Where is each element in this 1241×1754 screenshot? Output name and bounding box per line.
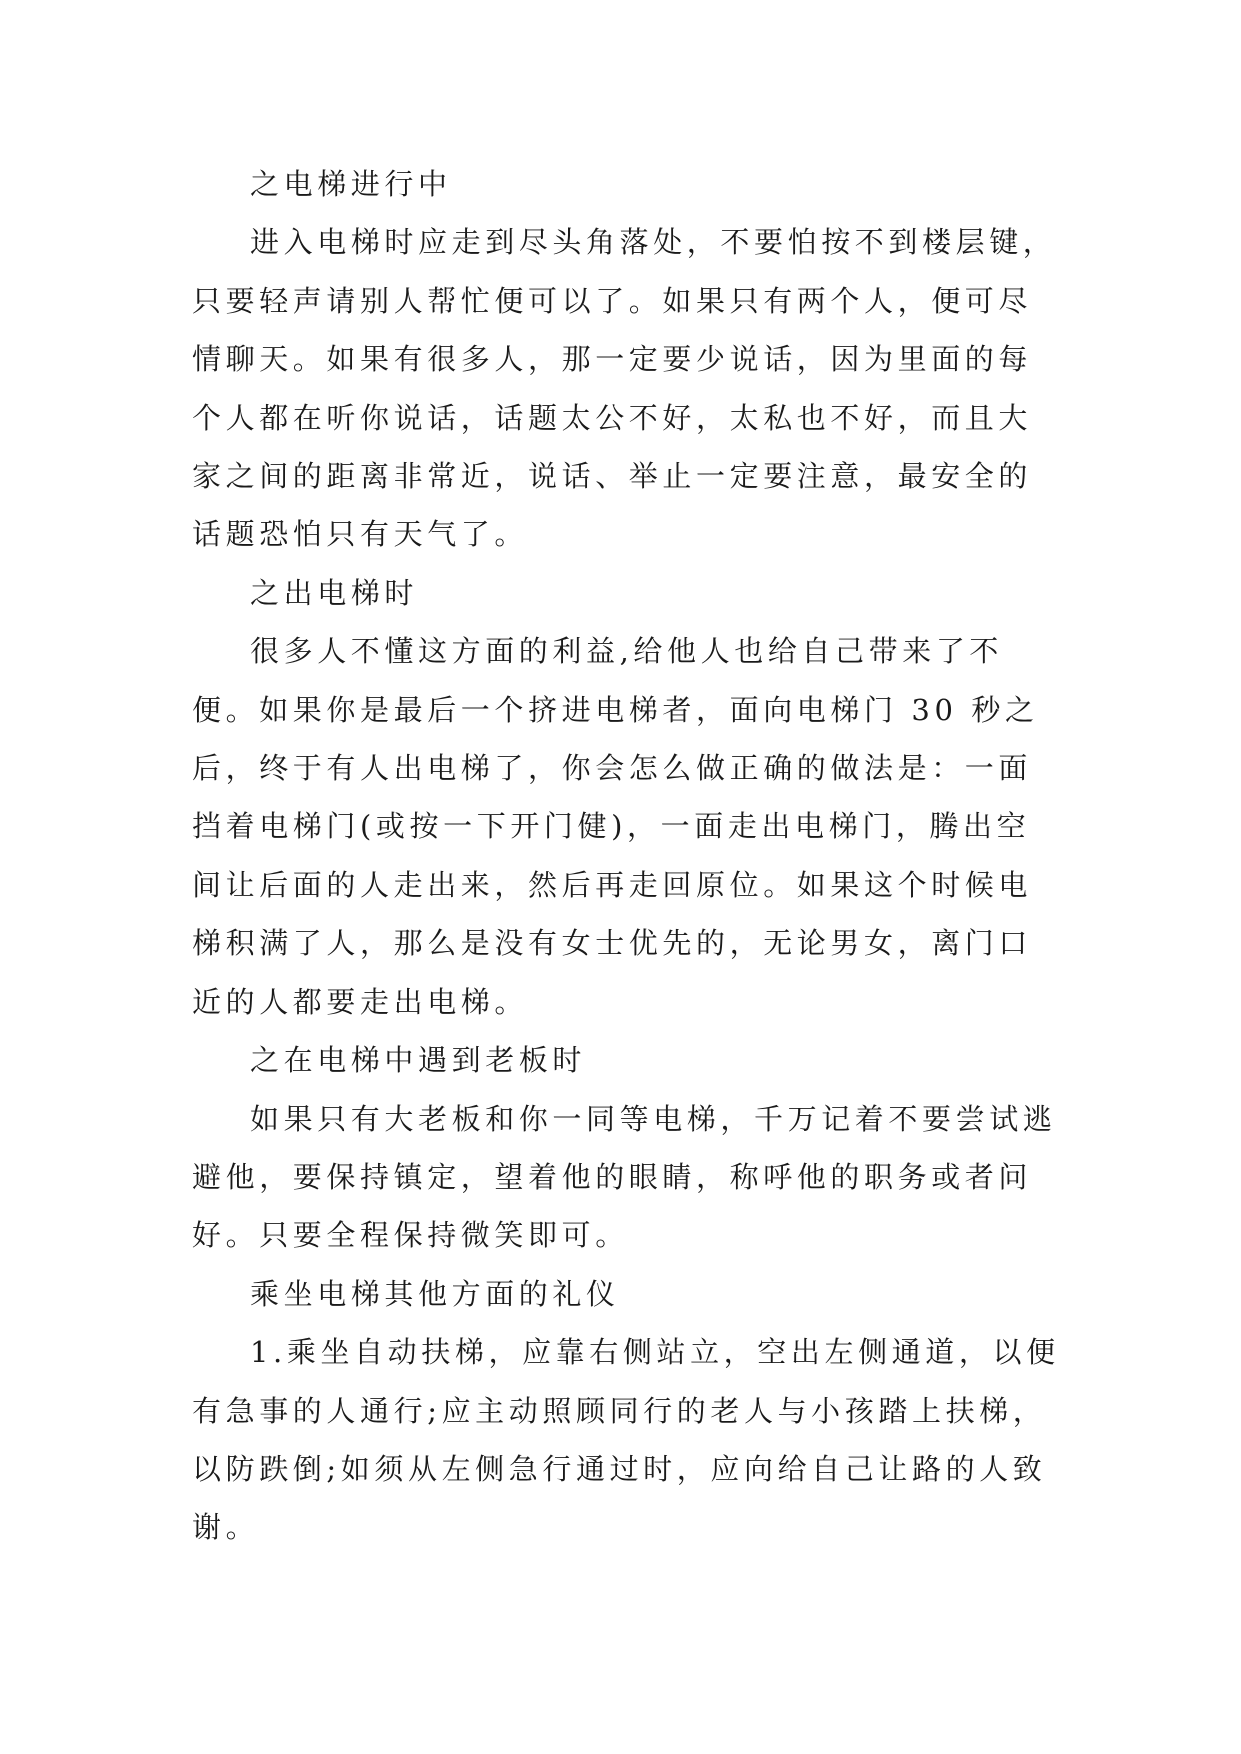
section-heading-elevator-in-progress: 之电梯进行中: [250, 167, 452, 201]
section-heading-meeting-boss: 之在电梯中遇到老板时: [250, 1043, 587, 1078]
section-heading-exiting-elevator: 之出电梯时: [250, 575, 419, 610]
paragraph-meeting-boss: 如果只有大老板和你一同等电梯，千万记着不要尝试逃避他，要保持镇定，望着他的眼睛，称呼他的职务或者问好。只要全程保持微笑即可。: [192, 1101, 1057, 1253]
paragraph-escalator-etiquette: 1.乘坐自动扶梯，应靠右侧站立，空出左侧通道，以便有急事的人通行;应主动照顾同行的老人与小孩踏上扶梯，以防跌倒;如须从左侧急行通过时，应向给自己让路的人致谢。: [192, 1335, 1060, 1545]
section-heading-other-etiquette: 乘坐电梯其他方面的礼仪: [250, 1276, 620, 1311]
paragraph-elevator-in-progress: 进入电梯时应走到尽头角落处，不要怕按不到楼层键，只要轻声请别人帮忙便可以了。如果只有两个人，便可尽情聊天。如果有很多人，那一定要少说话，因为里面的每个人都在听你说话，话题太公不好，太私也不好，而且大家之间的距离非常近，说话、举止一定要注意，最安全的话题恐怕只有天气了。: [192, 225, 1057, 552]
paragraph-exiting-elevator: 很多人不懂这方面的利益,给他人也给自己带来了不便。如果你是最后一个挤进电梯者，面向电梯门 30 秒之后，终于有人出电梯了，你会怎么做正确的做法是：一面挡着电梯门(或按一下开门健)，一面走出电梯门，腾出空间让后面的人走出来，然后再走回原位。如果这个时候电梯积满了人，那么是没有女士优先的，无论男女，离门口近的人都要走出电梯。: [192, 634, 1039, 1019]
